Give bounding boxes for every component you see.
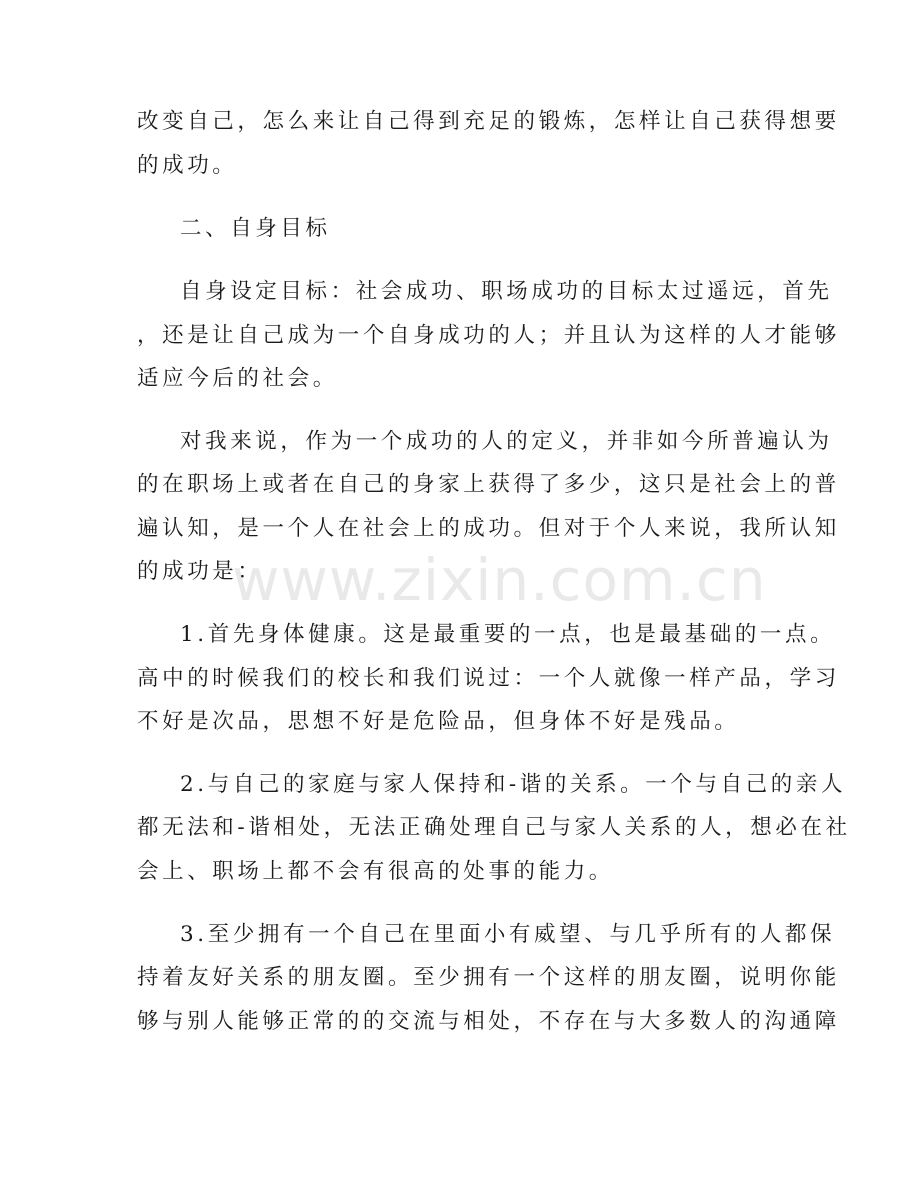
text-line: 自身设定目标：社会成功、职场成功的目标太过遥远，首先 [180, 279, 833, 304]
text-line: 够与别人能够正常的的交流与相处，不存在与大多数人的沟通障 [137, 1009, 840, 1034]
text-line: 适应今后的社会。 [137, 366, 338, 391]
list-item: 1.首先身体健康。这是最重要的一点，也是最基础的一点。 [180, 622, 836, 647]
list-item: 3.至少拥有一个自己在里面小有威望、与几乎所有的人都保 [180, 922, 836, 947]
text-line: 持着友好关系的朋友圈。至少拥有一个这样的朋友圈，说明你能 [137, 965, 840, 990]
section-heading: 二、自身目标 [180, 216, 331, 241]
text-line: 的成功。 [137, 153, 238, 178]
text-line: 的在职场上或者在自己的身家上获得了多少，这只是社会上的普 [137, 472, 840, 497]
text-line: 的成功是： [137, 559, 263, 584]
text-line: 会上、职场上都不会有很高的处事的能力。 [137, 859, 614, 884]
text-line: 改变自己，怎么来让自己得到充足的锻炼，怎样让自己获得想要 [137, 109, 840, 134]
text-line: 遍认知，是一个人在社会上的成功。但对于个人来说，我所认知 [137, 516, 840, 541]
text-line: 对我来说，作为一个成功的人的定义，并非如今所普遍认为 [180, 429, 833, 454]
list-item: 2.与自己的家庭与家人保持和-谐的关系。一个与自己的亲人 [180, 772, 847, 797]
watermark: www.zixin.com.cn [232, 546, 767, 614]
text-line: 都无法和-谐相处，无法正确处理自己与家人关系的人，想必在社 [137, 815, 851, 840]
text-line: 不好是次品，思想不好是危险品，但身体不好是残品。 [137, 709, 740, 734]
text-line: ，还是让自己成为一个自身成功的人；并且认为这样的人才能够 [137, 323, 840, 348]
text-line: 高中的时候我们的校长和我们说过：一个人就像一样产品，学习 [137, 666, 840, 691]
